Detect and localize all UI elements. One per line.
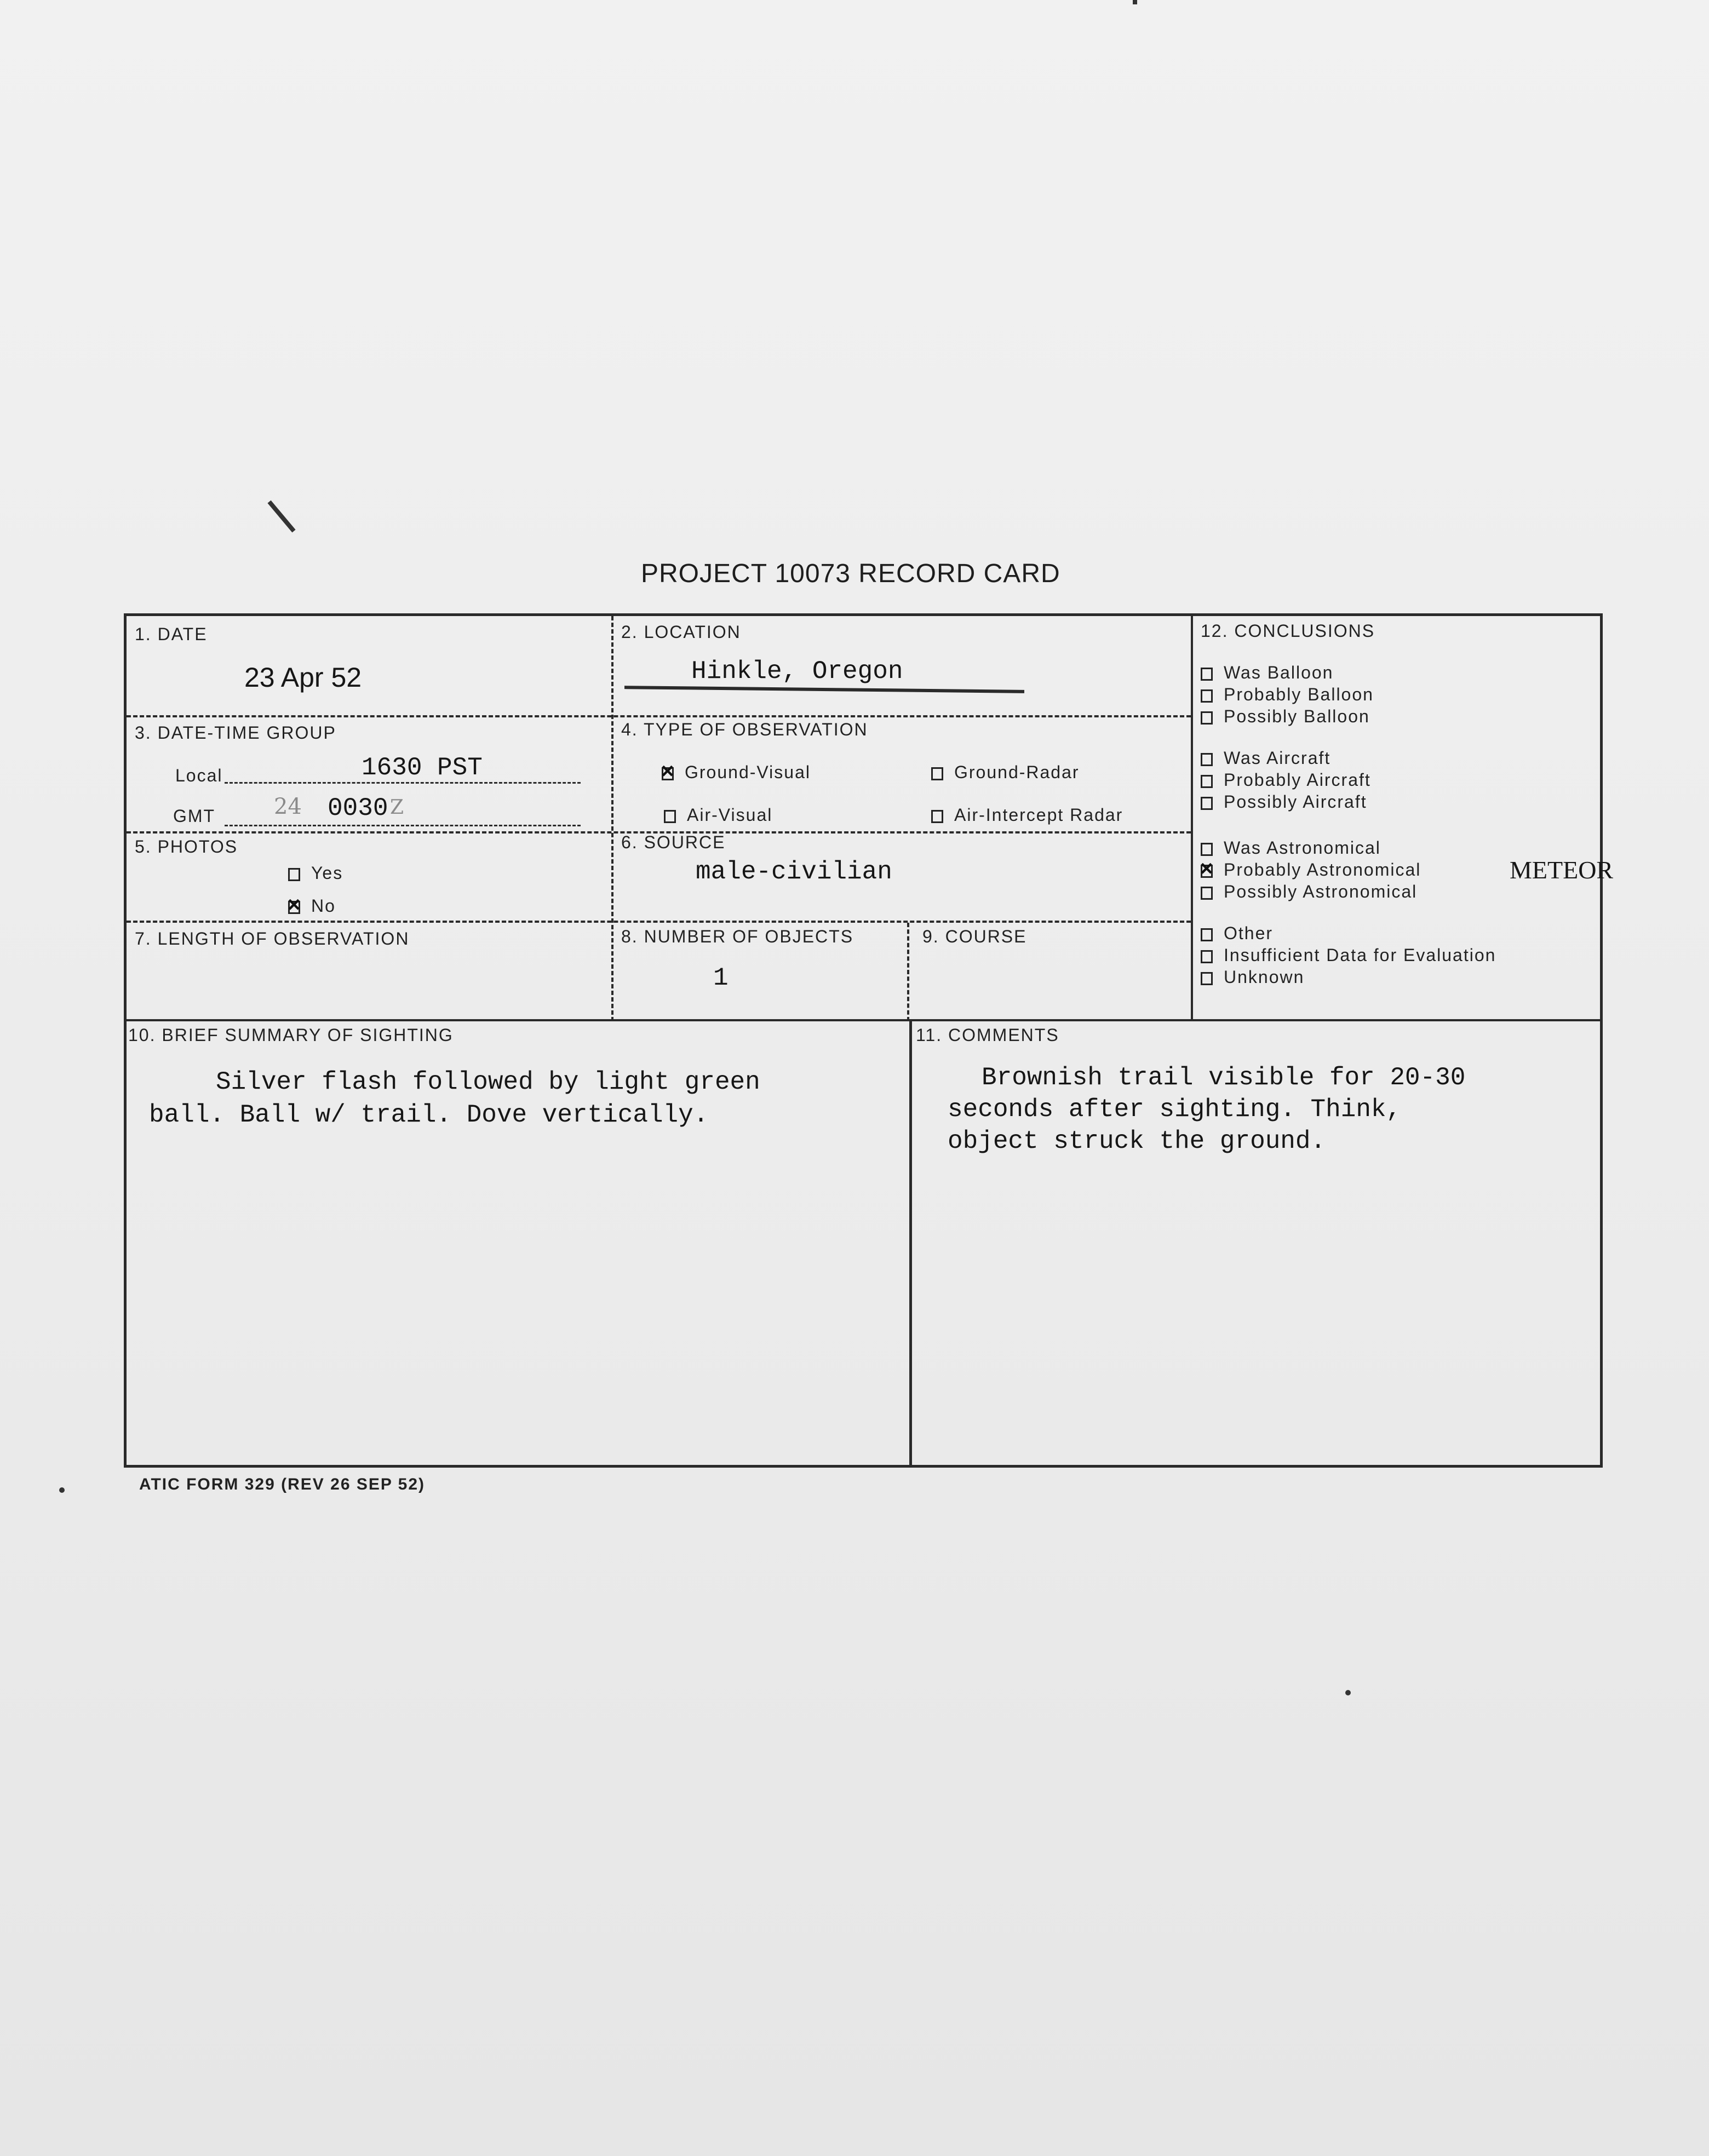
conclusion-option-label: Was Balloon: [1224, 663, 1334, 682]
conclusion-option-label: Probably Astronomical: [1224, 860, 1421, 879]
conclusion-option-label: Possibly Astronomical: [1224, 882, 1418, 901]
conclusion-option[interactable]: [1201, 945, 1496, 965]
checkbox-icon: [1201, 711, 1213, 725]
checkbox-checked-icon: [662, 767, 674, 780]
conclusion-option[interactable]: [1201, 792, 1367, 812]
divider: [907, 923, 909, 1021]
conclusion-option-label: Insufficient Data for Evaluation: [1224, 945, 1496, 965]
gmt-underline: [225, 825, 581, 826]
checkbox-icon: [1201, 950, 1213, 963]
type-of-observation-label: 4. TYPE OF OBSERVATION: [621, 720, 868, 739]
number-of-objects-label: 8. NUMBER OF OBJECTS: [621, 927, 854, 946]
conclusion-option-label: Was Astronomical: [1224, 838, 1381, 858]
conclusion-option-label: Probably Balloon: [1224, 685, 1374, 704]
checkbox-icon: [1201, 668, 1213, 681]
conclusion-option-label: Possibly Balloon: [1224, 706, 1370, 726]
conclusion-option[interactable]: [1201, 882, 1417, 902]
observation-ground-visual[interactable]: ×Ground-Visual: [662, 762, 811, 783]
checkbox-icon: [931, 767, 943, 780]
comments-label: 11. COMMENTS: [916, 1025, 1059, 1045]
checkbox-icon: [1201, 775, 1213, 788]
comments-line: Brownish trail visible for 20-30: [982, 1063, 1466, 1092]
checkbox-icon: [1201, 753, 1213, 766]
meteor-annotation: METEOR: [1510, 856, 1614, 884]
gmt-label: GMT: [173, 806, 216, 826]
conclusion-option-label: Unknown: [1224, 967, 1305, 987]
observation-ground-radar[interactable]: Ground-Radar: [931, 762, 1080, 783]
checkbox-checked-icon: [288, 901, 300, 914]
datetime-group-label: 3. DATE-TIME GROUP: [135, 723, 336, 743]
summary-label: 10. BRIEF SUMMARY OF SIGHTING: [128, 1025, 454, 1045]
photos-yes[interactable]: Yes: [288, 863, 343, 883]
conclusion-option[interactable]: [1201, 838, 1381, 858]
scan-mark: [1133, 0, 1137, 4]
course-label: 9. COURSE: [922, 927, 1027, 946]
photos-label: 5. PHOTOS: [135, 837, 238, 856]
checkbox-icon: [1201, 797, 1213, 810]
local-value: 1630 PST: [362, 754, 483, 782]
scan-mark: [1345, 1690, 1351, 1695]
conclusion-option[interactable]: [1201, 685, 1374, 705]
photos-no[interactable]: ×No: [288, 896, 336, 916]
conclusion-option[interactable]: [1201, 923, 1273, 944]
checkbox-checked-icon: [1201, 865, 1213, 878]
divider: [127, 921, 1191, 923]
card-title: PROJECT 10073 RECORD CARD: [641, 559, 1060, 588]
date-label: 1. DATE: [135, 624, 208, 644]
conclusion-option[interactable]: [1201, 860, 1421, 880]
conclusion-option-label: Probably Aircraft: [1224, 770, 1371, 790]
checkbox-icon: [288, 868, 300, 881]
conclusion-option-label: Possibly Aircraft: [1224, 792, 1367, 812]
date-value: 23 Apr 52: [244, 662, 362, 693]
conclusion-option[interactable]: [1201, 770, 1371, 790]
divider: [127, 715, 1191, 717]
conclusion-option[interactable]: [1201, 748, 1331, 768]
checkbox-icon: [1201, 928, 1213, 941]
location-value: Hinkle, Oregon: [691, 657, 903, 686]
observation-air-intercept-radar[interactable]: Air-Intercept Radar: [931, 805, 1123, 825]
divider: [127, 1019, 1600, 1021]
form-id: ATIC FORM 329 (REV 26 SEP 52): [139, 1475, 426, 1493]
source-label: 6. SOURCE: [621, 832, 726, 852]
conclusion-option[interactable]: [1201, 706, 1370, 727]
divider: [1191, 616, 1193, 1021]
source-value: male-civilian: [696, 858, 892, 886]
conclusion-option-label: Was Aircraft: [1224, 748, 1331, 768]
checkbox-icon: [931, 810, 943, 823]
summary-line: ball. Ball w/ trail. Dove vertically.: [149, 1101, 709, 1129]
gmt-day-handwritten: 24: [274, 794, 302, 819]
length-of-observation-label: 7. LENGTH OF OBSERVATION: [135, 929, 410, 948]
gmt-value: 0030: [328, 794, 388, 823]
checkbox-icon: [1201, 843, 1213, 856]
checkbox-icon: [1201, 689, 1213, 703]
local-label: Local: [175, 766, 223, 785]
number-of-objects-value: 1: [713, 964, 729, 992]
comments-line: seconds after sighting. Think,: [948, 1095, 1402, 1124]
scan-mark: [59, 1487, 65, 1493]
conclusion-option[interactable]: [1201, 663, 1333, 683]
location-label: 2. LOCATION: [621, 622, 741, 642]
gmt-suffix-handwritten: Z: [390, 796, 404, 819]
divider: [909, 1021, 912, 1465]
conclusion-option-label: Other: [1224, 923, 1274, 943]
local-underline: [225, 782, 581, 784]
checkbox-icon: [1201, 887, 1213, 900]
observation-air-visual[interactable]: Air-Visual: [664, 805, 772, 825]
conclusion-option[interactable]: [1201, 967, 1304, 987]
checkbox-icon: [664, 810, 676, 823]
divider: [611, 616, 613, 1021]
conclusions-label: 12. CONCLUSIONS: [1201, 621, 1375, 641]
checkbox-icon: [1201, 972, 1213, 985]
summary-line: Silver flash followed by light green: [216, 1068, 760, 1096]
comments-line: object struck the ground.: [948, 1127, 1326, 1155]
